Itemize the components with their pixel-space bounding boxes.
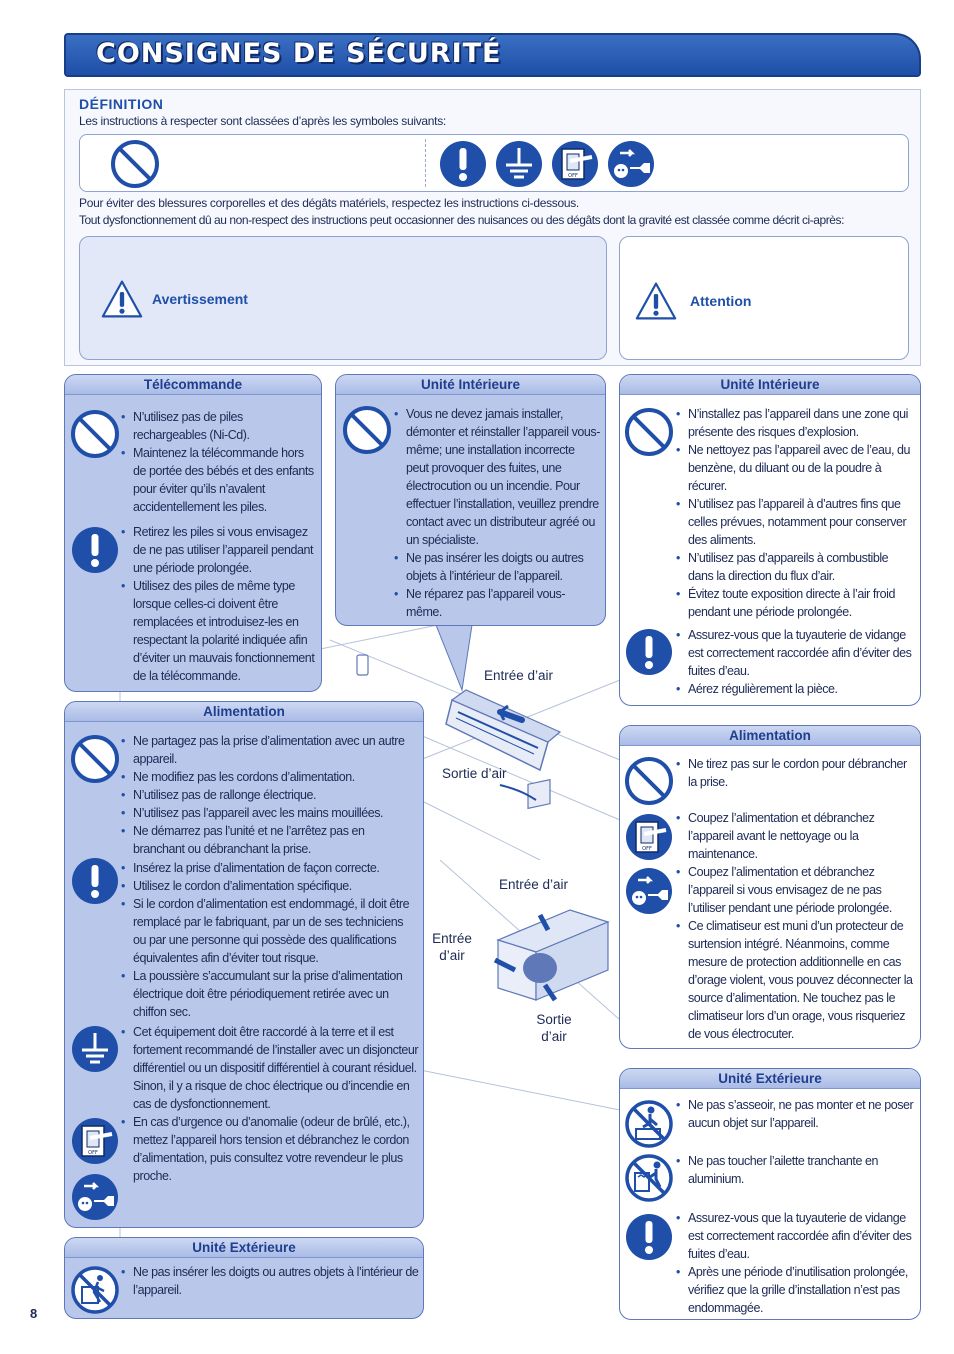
definition-line-1: Pour éviter des blessures corporelles et des dégâts matériels, respectez les instructions ci-dessous. bbox=[79, 196, 579, 210]
page-title: CONSIGNES DE SÉCURITÉ bbox=[96, 38, 502, 69]
mandatory-list bbox=[676, 1209, 916, 1317]
list-item: • Aérez régulièrement la pièce. bbox=[676, 680, 916, 698]
list-item: • Coupez l’alimentation et débranchez l’appareil si vous envisagez de ne pas l’utiliser pendant une période prolongée. bbox=[676, 863, 916, 917]
no-finger-insert-icon bbox=[70, 1265, 120, 1315]
list-item: • Si le cordon d’alimentation est endommagé, il doit être remplacé par le fabriquant, par un de ses techniciens ou par une personne qui possède des qualifications équivalentes afin d’éviter tout risque. bbox=[121, 895, 419, 967]
mandatory-icon bbox=[624, 1212, 674, 1262]
list-item: • La poussière s’accumulant sur la prise d’alimentation électrique doit être périodiquement retirée avec un chiffon sec. bbox=[121, 967, 419, 1021]
earth-ground-icon bbox=[70, 1024, 120, 1074]
mandatory-icon bbox=[70, 525, 120, 575]
caution-label: Attention bbox=[690, 293, 752, 309]
list-item: • Ne démarrez pas l’unité et ne l’arrêtez pas en branchant ou débranchant la prise. bbox=[121, 822, 419, 858]
card-title: Télécommande bbox=[65, 375, 321, 395]
card-unite-exterieure-gauche bbox=[64, 1237, 424, 1319]
list-item: • Insérez la prise d’alimentation de façon correcte. bbox=[121, 859, 419, 877]
card-title: Unité Intérieure bbox=[336, 375, 605, 395]
prohibition-icon bbox=[70, 409, 120, 459]
remote-illustration bbox=[357, 655, 368, 675]
diagram-label-air-inlet: Entrée d’air bbox=[484, 668, 554, 683]
list-item: • Ne tirez pas sur le cordon pour débrancher la prise. bbox=[676, 755, 916, 791]
mandatory-icon bbox=[624, 627, 674, 677]
warning-label: Avertissement bbox=[152, 291, 248, 307]
unplug-list bbox=[676, 863, 916, 1043]
prohibition-list bbox=[121, 408, 317, 516]
list-item: • N’utilisez pas d’appareils à combustible dans la direction du flux d’air. bbox=[676, 549, 916, 585]
list-item: • Ne pas insérer les doigts ou autres objets à l’intérieur de l’appareil. bbox=[394, 549, 600, 585]
list-item: • En cas d’urgence ou d’anomalie (odeur de brûlé, etc.), mettez l’appareil hors tension et débranchez le cordon d’alimentation, puis consultez votre revendeur le plus proche. bbox=[121, 1113, 419, 1185]
list-item: • Assurez-vous que la tuyauterie de vidange est correctement raccordée afin d’éviter des fuites d’eau. bbox=[676, 1209, 916, 1263]
list-item: • Assurez-vous que la tuyauterie de vidange est correctement raccordée afin d’éviter des fuites d’eau. bbox=[676, 626, 916, 680]
list-item: • Évitez toute exposition directe à l’air froid pendant une période prolongée. bbox=[676, 585, 916, 621]
list-item: • Ne modifiez pas les cordons d’alimentation. bbox=[121, 768, 419, 786]
list-item: • N’utilisez pas l’appareil à d’autres fins que celles prévues, notamment pour conserver des aliments. bbox=[676, 495, 916, 549]
mandatory-list bbox=[676, 626, 916, 698]
no-touch-list bbox=[676, 1152, 916, 1188]
prohibition-list bbox=[676, 755, 916, 791]
list-item: • N’installez pas l’appareil dans une zone qui présente des risques d’explosion. bbox=[676, 405, 916, 441]
list-item: • N’utilisez pas de rallonge électrique. bbox=[121, 786, 419, 804]
mandatory-list bbox=[121, 859, 419, 1021]
prohibition-icon bbox=[624, 756, 674, 806]
list-item: • Ne pas toucher l’ailette tranchante en aluminium. bbox=[676, 1152, 916, 1188]
list-item: • N’utilisez pas l’appareil avec les mains mouillées. bbox=[121, 804, 419, 822]
diagram-label-outdoor-inlet-side: Entrée d’air bbox=[432, 931, 472, 963]
switch-off-list bbox=[676, 809, 916, 863]
card-title: Unité Extérieure bbox=[620, 1069, 920, 1089]
no-touch-fin-icon bbox=[624, 1153, 674, 1203]
card-title: Unité Intérieure bbox=[620, 375, 920, 395]
definition-heading: DÉFINITION bbox=[79, 96, 164, 112]
switch-off-icon bbox=[70, 1116, 120, 1166]
mandatory-list bbox=[121, 523, 317, 685]
list-item: • Après une période d’inutilisation prolongée, vérifiez que la grille d’installation n’est pas endommagée. bbox=[676, 1263, 916, 1317]
prohibition-icon bbox=[624, 407, 674, 457]
card-telecommande bbox=[64, 374, 322, 692]
diagram-label-air-outlet: Sortie d’air bbox=[442, 766, 507, 781]
list-item: • Utilisez des piles de même type lorsque celles-ci doivent être remplacées et introduisez-les en respectant la polarité indiquée afin d’éviter un mauvais fonctionnement de la télécommande. bbox=[121, 577, 317, 685]
card-title: Alimentation bbox=[620, 726, 920, 746]
list-item: • Utilisez le cordon d’alimentation spécifique. bbox=[121, 877, 419, 895]
list-item: • N’utilisez pas de piles rechargeables (Ni-Cd). bbox=[121, 408, 317, 444]
no-sitting-icon bbox=[624, 1099, 674, 1149]
prohibition-list bbox=[676, 1096, 916, 1132]
card-unite-exterieure-droite bbox=[619, 1068, 921, 1320]
definition-intro: Les instructions à respecter sont classées d’après les symboles suivants: bbox=[79, 114, 446, 128]
socket-illustration bbox=[500, 780, 550, 809]
list-item: • Ne pas insérer les doigts ou autres objets à l’intérieur de l’appareil. bbox=[121, 1263, 419, 1299]
mandatory-icon bbox=[70, 856, 120, 906]
list-item: • Ne nettoyez pas l’appareil avec de l’eau, du benzène, du diluant ou de la poudre à récurer. bbox=[676, 441, 916, 495]
card-title: Unité Extérieure bbox=[65, 1238, 423, 1258]
unplug-icon bbox=[70, 1172, 120, 1222]
card-title: Alimentation bbox=[65, 702, 423, 722]
list-item: • Vous ne devez jamais installer, démonter et réinstaller l’appareil vous-même; une installation incorrecte peut provoquer des fuites, une électrocution ou un incendie. Pour effectuer l’installation, veuillez prendre contact avec un distributeur agréé ou un spécialiste. bbox=[394, 405, 600, 549]
diagram-label-outdoor-inlet-top: Entrée d’air bbox=[499, 877, 569, 892]
prohibition-icon bbox=[342, 405, 392, 455]
definition-line-2: Tout dysfonctionnement dû au non-respect des instructions peut occasionner des nuisances ou des dégâts dont la gravité est classée comme décrit ci-après: bbox=[79, 213, 844, 227]
prohibition-list bbox=[121, 1263, 419, 1299]
indoor-unit-illustration bbox=[446, 690, 560, 770]
unplug-icon bbox=[624, 866, 674, 916]
earth-list bbox=[121, 1023, 419, 1185]
prohibition-list bbox=[394, 405, 600, 621]
list-item: • Ne réparez pas l’appareil vous-même. bbox=[394, 585, 600, 621]
diagram-label-outdoor-outlet: Sortie d’air bbox=[536, 1012, 572, 1044]
prohibition-list bbox=[121, 732, 419, 858]
card-alimentation-droite bbox=[619, 725, 921, 1049]
prohibition-list bbox=[676, 405, 916, 621]
list-item: • Maintenez la télécommande hors de portée des bébés et des enfants pour éviter qu’ils n’avalent accidentellement les piles. bbox=[121, 444, 317, 516]
page-number: 8 bbox=[30, 1306, 38, 1321]
card-alimentation-gauche bbox=[64, 701, 424, 1228]
switch-off-icon bbox=[624, 812, 674, 862]
list-item: • Coupez l’alimentation et débranchez l’appareil avant le nettoyage ou la maintenance. bbox=[676, 809, 916, 863]
list-item: • Ne pas s’asseoir, ne pas monter et ne poser aucun objet sur l’appareil. bbox=[676, 1096, 916, 1132]
list-item: • Retirez les piles si vous envisagez de ne pas utiliser l’appareil pendant une période prolongée. bbox=[121, 523, 317, 577]
list-item: • Ce climatiseur est muni d’un protecteur de surtension intégré. Néanmoins, comme mesure de protection additionnelle en cas d’orage violent, vous pouvez déconnecter la source d’alimentation. Ne touchez pas le climatiseur lors d’un orage, vous risqueriez de vous électrocuter. bbox=[676, 917, 916, 1043]
card-unite-interieure-centre bbox=[335, 374, 606, 626]
card-unite-interieure-droite bbox=[619, 374, 921, 706]
prohibition-icon bbox=[70, 734, 120, 784]
list-item: • Cet équipement doit être raccordé à la terre et il est fortement recommandé de l’installer avec un disjoncteur différentiel ou un dispositif différentiel à courant résiduel. Sinon, il y a risque de choc électrique ou d’incendie en cas de dysfonctionnement. bbox=[121, 1023, 419, 1113]
list-item: • Ne partagez pas la prise d’alimentation avec un autre appareil. bbox=[121, 732, 419, 768]
